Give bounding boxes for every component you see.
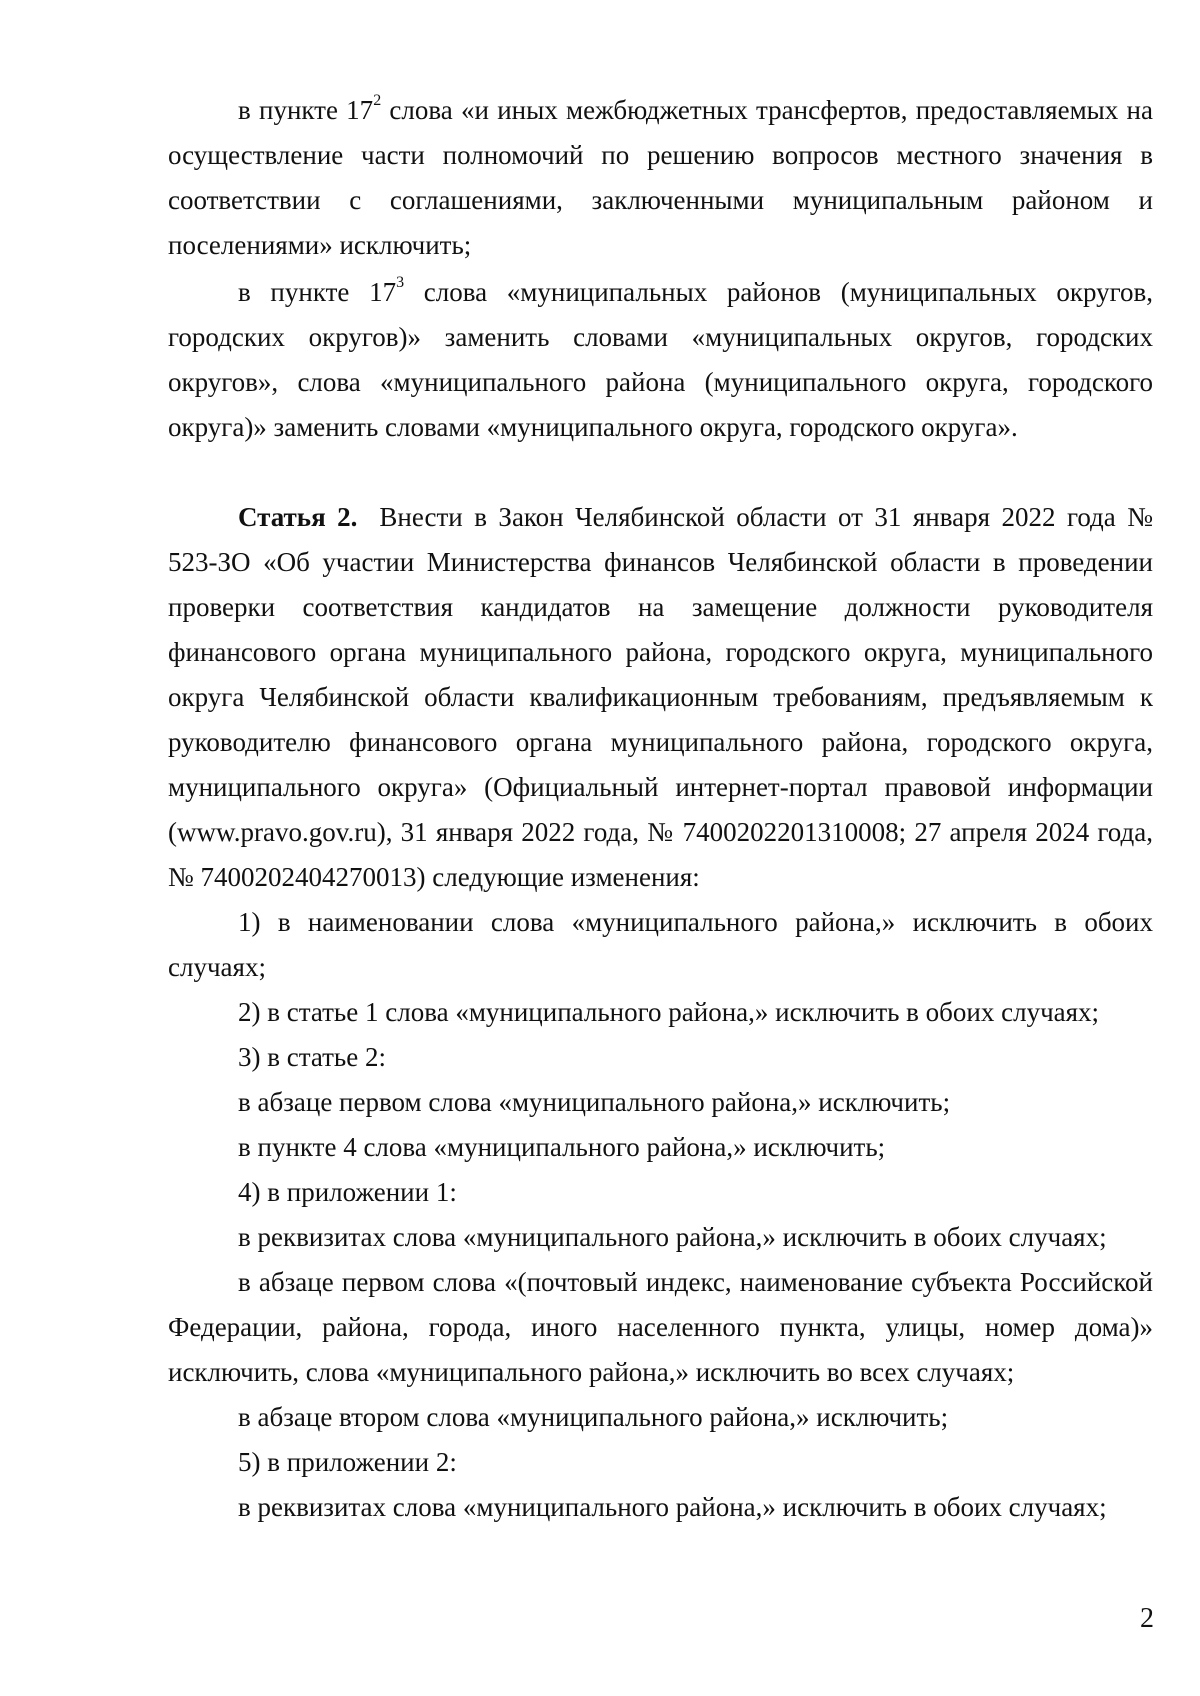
paragraph-text-pre: в пункте 17 <box>238 277 397 307</box>
page-number: 2 <box>1140 1603 1154 1634</box>
article-2-paragraph <box>168 495 1153 900</box>
paragraph-text-post: слова «муниципальных районов (муниципальных округов, городских округов)» заменить словами «муниципальных округов, городских округов», слова «муниципального района (муниципального округа, городского округа)» заменить словами «муниципального округа, городского округа». <box>168 277 1153 442</box>
superscript-number: 2 <box>373 92 382 109</box>
article-heading: Статья 2. <box>238 502 358 532</box>
list-item: в реквизитах слова «муниципального района,» исключить в обоих случаях; <box>238 1492 1107 1522</box>
list-item: 2) в статье 1 слова «муниципального района,» исключить в обоих случаях; <box>238 997 1100 1027</box>
list-item: 3) в статье 2: <box>238 1042 386 1072</box>
list-item: 1) в наименовании слова «муниципального района,» исключить в обоих случаях; <box>168 907 1153 982</box>
list-item: в абзаце втором слова «муниципального района,» исключить; <box>238 1402 949 1432</box>
paragraph-point-17-2 <box>168 88 1153 268</box>
list-item: в реквизитах слова «муниципального района,» исключить в обоих случаях; <box>238 1222 1107 1252</box>
list-item: 5) в приложении 2: <box>238 1447 457 1477</box>
document-body <box>168 88 1153 1530</box>
paragraph-point-17-3 <box>168 270 1153 450</box>
list-item: в абзаце первом слова «(почтовый индекс, наименование субъекта Российской Федерации, района, города, иного населенного пункта, улицы, номер дома)» исключить, слова «муниципального района,» исключить во всех случаях; <box>168 1267 1153 1387</box>
article-text: Внести в Закон Челябинской области от 31 января 2022 года № 523-ЗО «Об участии Министерства финансов Челябинской области в проведении проверки соответствия кандидатов на замещение должности руководителя финансового органа муниципального района, городского округа, муниципального округа Челябинской области квалификационным требованиям, предъявляемым к руководителю финансового органа муниципального района, городского округа, муниципального округа» (Официальный интернет-портал правовой информации (www.pravo.gov.ru), 31 января 2022 года, № 7400202201310008; 27 апреля 2024 года, № 7400202404270013) следующие изменения: <box>168 502 1154 892</box>
paragraph-text-pre: в пункте 17 <box>238 95 374 125</box>
list-item: 4) в приложении 1: <box>238 1177 457 1207</box>
list-item: в пункте 4 слова «муниципального района,» исключить; <box>238 1132 886 1162</box>
paragraph-text-post: слова «и иных межбюджетных трансфертов, предоставляемых на осуществление части полномочий по решению вопросов местного значения в соответствии с соглашениями, заключенными муниципальным районом и поселениями» исключить; <box>168 95 1153 260</box>
list-item: в абзаце первом слова «муниципального района,» исключить; <box>238 1087 951 1117</box>
superscript-number: 3 <box>396 274 405 291</box>
